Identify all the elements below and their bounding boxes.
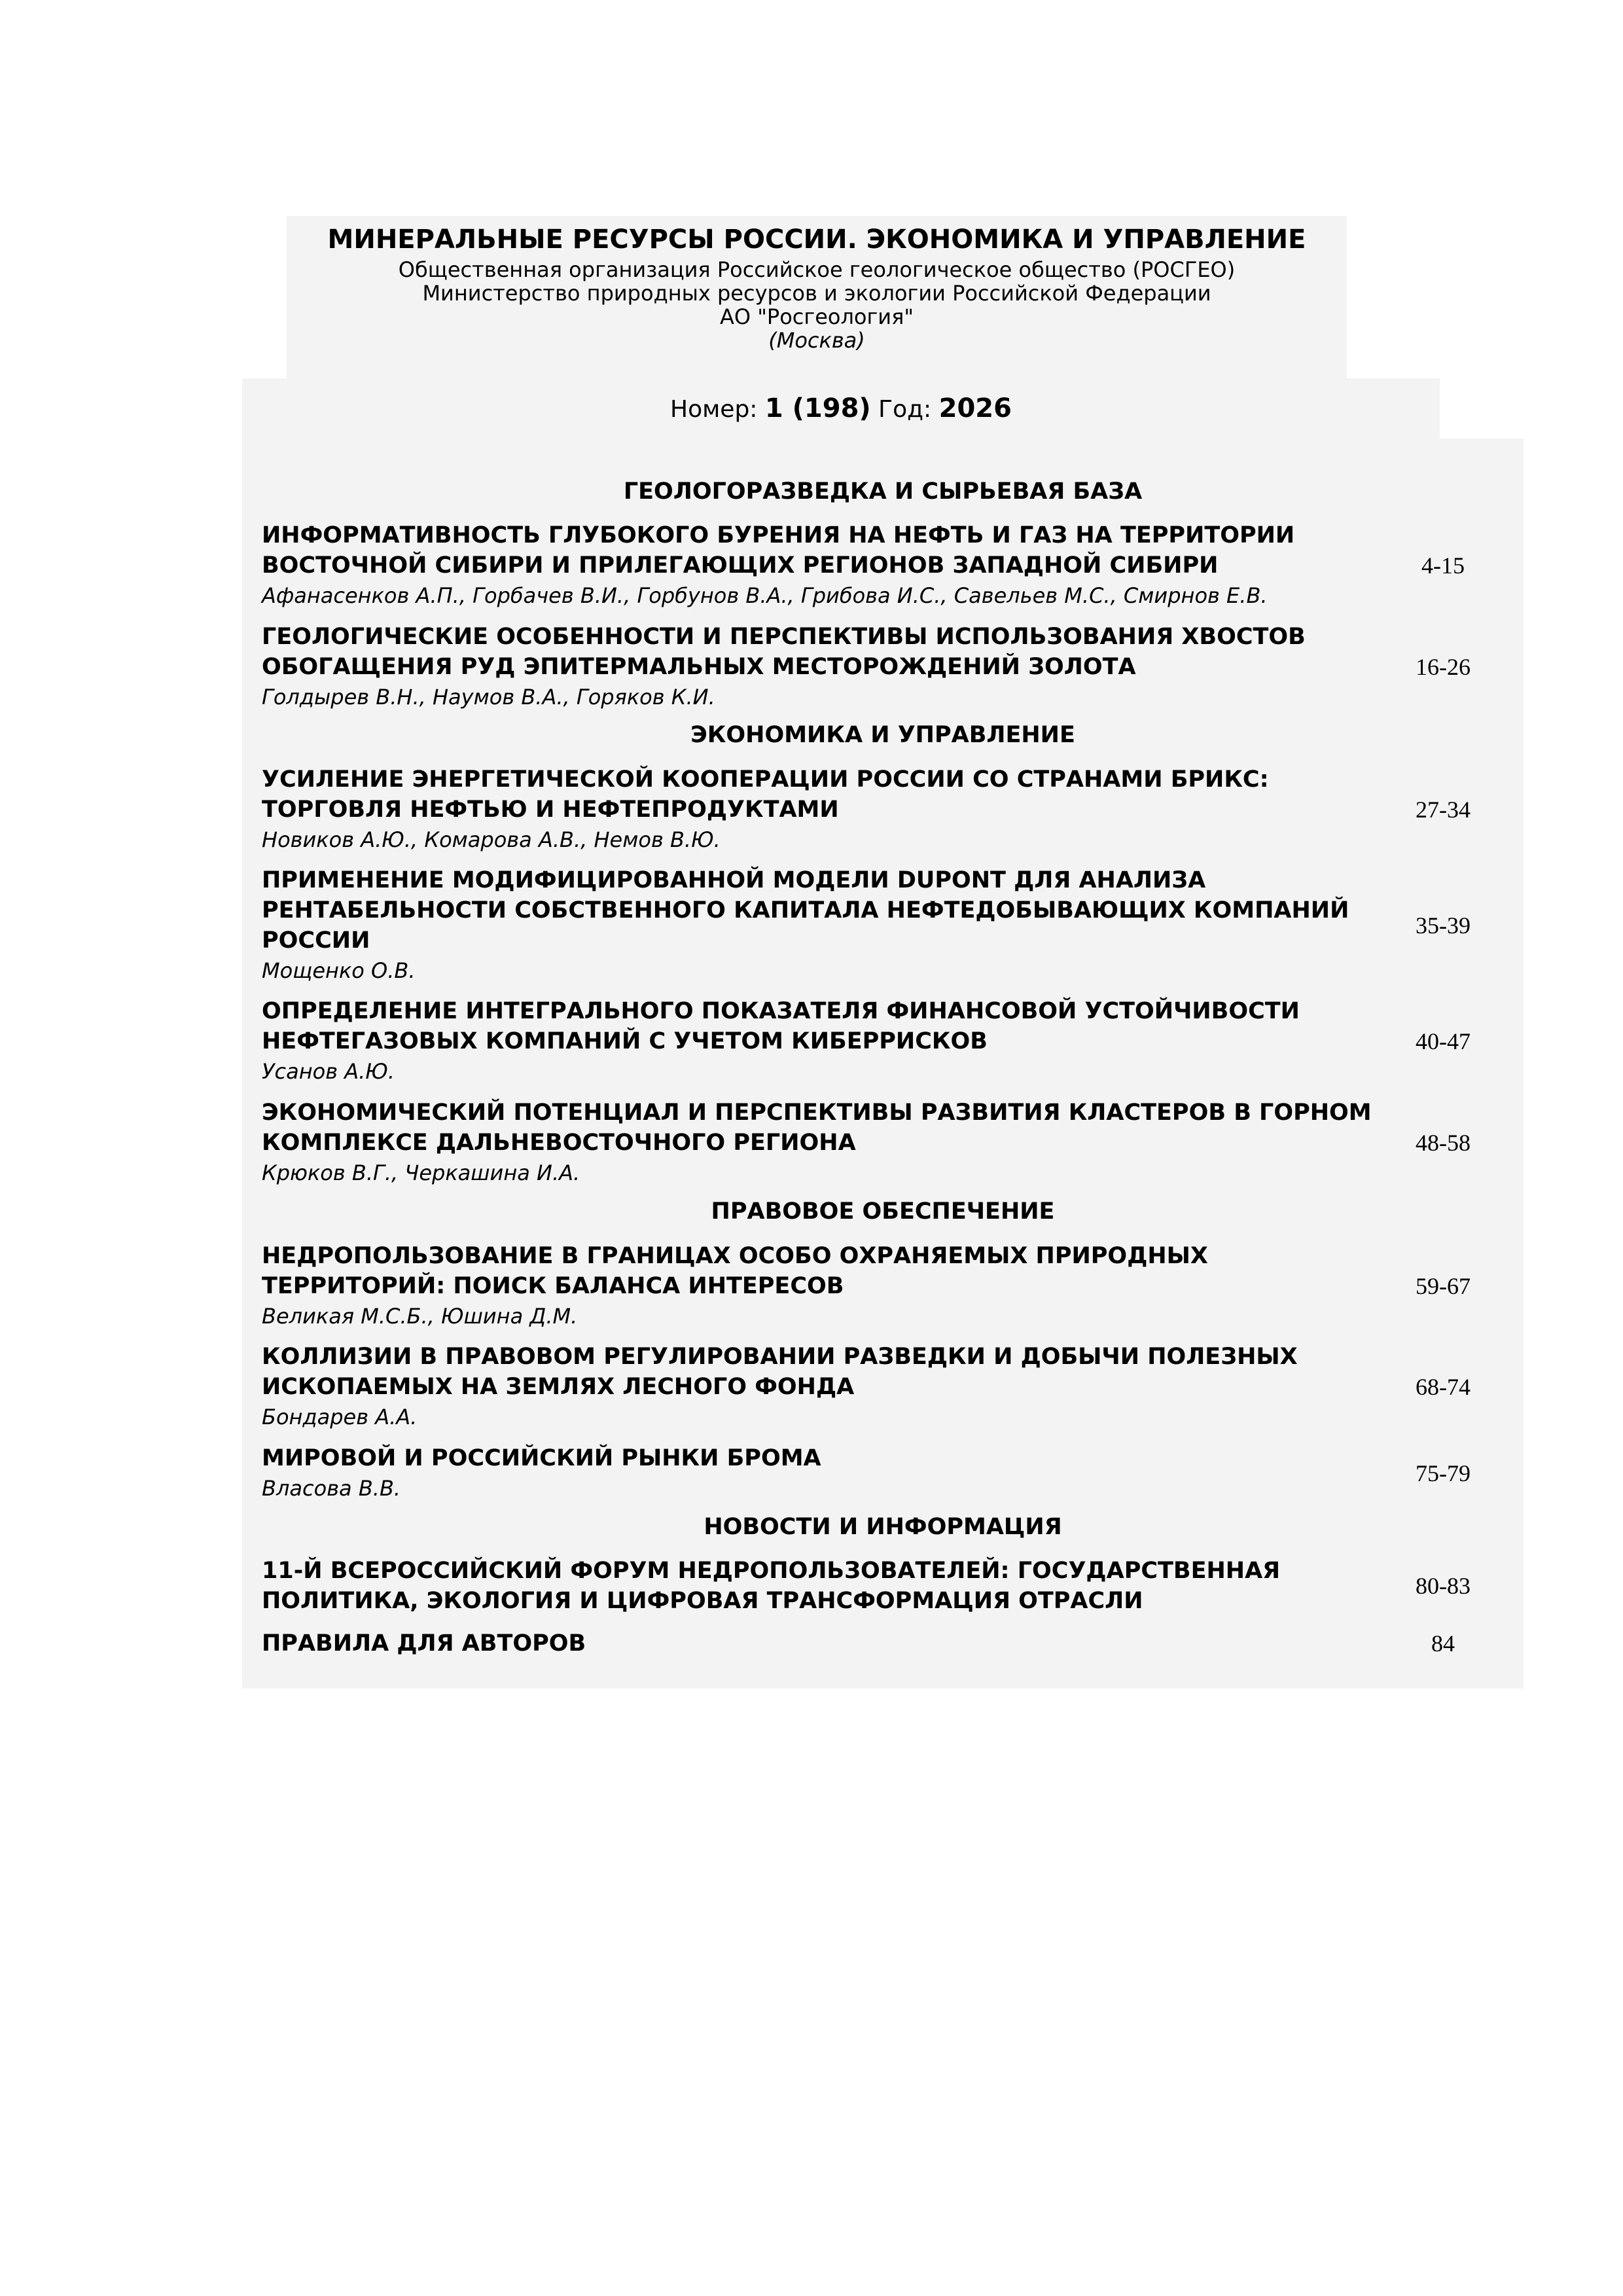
article-pages: 4-15 <box>1421 552 1465 579</box>
article-authors: Мощенко О.В. <box>262 958 416 983</box>
article-title-line: НЕФТЕГАЗОВЫХ КОМПАНИЙ С УЧЕТОМ КИБЕРРИСКОВ <box>262 1028 988 1054</box>
article-pages: 48-58 <box>1416 1130 1471 1156</box>
section-heading: ЭКОНОМИКА И УПРАВЛЕНИЕ <box>690 722 1075 748</box>
article-authors: Голдырев В.Н., Наумов В.А., Горяков К.И. <box>262 685 715 709</box>
journal-city: (Москва) <box>768 328 865 353</box>
toc-entry[interactable] <box>262 1098 1505 1188</box>
article-title-line: ТОРГОВЛЯ НЕФТЬЮ И НЕФТЕПРОДУКТАМИ <box>262 797 839 823</box>
article-authors: Новиков А.Ю., Комарова А.В., Немов В.Ю. <box>262 827 721 852</box>
article-title-line: РЕНТАБЕЛЬНОСТИ СОБСТВЕННОГО КАПИТАЛА НЕФТЕДОБЫВАЮЩИХ КОМПАНИЙ <box>262 897 1349 924</box>
article-pages: 35-39 <box>1416 912 1471 939</box>
article-authors: Власова В.В. <box>262 1476 401 1501</box>
article-title-line: ОБОГАЩЕНИЯ РУД ЭПИТЕРМАЛЬНЫХ МЕСТОРОЖДЕНИЙ ЗОЛОТА <box>262 654 1136 680</box>
article-title-line: ОПРЕДЕЛЕНИЕ ИНТЕГРАЛЬНОГО ПОКАЗАТЕЛЯ ФИНАНСОВОЙ УСТОЙЧИВОСТИ <box>262 998 1300 1024</box>
toc-entry[interactable] <box>262 1556 1505 1616</box>
section-heading: НОВОСТИ И ИНФОРМАЦИЯ <box>704 1514 1062 1540</box>
toc-entry[interactable] <box>262 1628 1505 1659</box>
article-title-line: 11-Й ВСЕРОССИЙСКИЙ ФОРУМ НЕДРОПОЛЬЗОВАТЕЛЕЙ: ГОСУДАРСТВЕННАЯ <box>262 1558 1281 1584</box>
article-pages: 27-34 <box>1416 797 1471 823</box>
article-authors: Крюков В.Г., Черкашина И.А. <box>262 1160 580 1185</box>
issue-info <box>242 378 1440 439</box>
toc-entry[interactable] <box>262 520 1505 611</box>
article-authors: Бондарев А.А. <box>262 1405 418 1429</box>
article-title-line: ТЕРРИТОРИЙ: ПОИСК БАЛАНСА ИНТЕРЕСОВ <box>262 1273 844 1299</box>
article-title-line: ИНФОРМАТИВНОСТЬ ГЛУБОКОГО БУРЕНИЯ НА НЕФТЬ И ГАЗ НА ТЕРРИТОРИИ <box>262 522 1295 548</box>
section-heading: ГЕОЛОГОРАЗВЕДКА И СЫРЬЕВАЯ БАЗА <box>623 478 1143 505</box>
article-title-line: КОМПЛЕКСЕ ДАЛЬНЕВОСТОЧНОГО РЕГИОНА <box>262 1130 856 1156</box>
article-pages: 68-74 <box>1416 1374 1471 1400</box>
article-title-line: РОССИИ <box>262 927 370 954</box>
article-authors: Великая М.С.Б., Юшина Д.М. <box>262 1304 578 1329</box>
issue-year: 2026 <box>938 393 1012 423</box>
toc-entry[interactable] <box>262 1443 1505 1503</box>
issue-number-label: Номер: <box>670 396 758 423</box>
journal-title: МИНЕРАЛЬНЫЕ РЕСУРСЫ РОССИИ. ЭКОНОМИКА И УПРАВЛЕНИЕ <box>327 224 1306 255</box>
publisher-line: АО "Росгеология" <box>719 304 914 329</box>
article-pages: 80-83 <box>1416 1573 1471 1599</box>
article-title-line: ЭКОНОМИЧЕСКИЙ ПОТЕНЦИАЛ И ПЕРСПЕКТИВЫ РАЗВИТИЯ КЛАСТЕРОВ В ГОРНОМ <box>262 1100 1372 1126</box>
section-heading: ПРАВОВОЕ ОБЕСПЕЧЕНИЕ <box>711 1198 1055 1225</box>
article-title-line: МИРОВОЙ И РОССИЙСКИЙ РЫНКИ БРОМА <box>262 1445 821 1471</box>
article-title-line: ПРАВИЛА ДЛЯ АВТОРОВ <box>262 1630 586 1657</box>
toc-entry[interactable] <box>262 865 1505 986</box>
article-authors: Усанов А.Ю. <box>262 1059 395 1084</box>
article-pages: 40-47 <box>1416 1028 1471 1054</box>
article-title-line: НЕДРОПОЛЬЗОВАНИЕ В ГРАНИЦАХ ОСОБО ОХРАНЯЕМЫХ ПРИРОДНЫХ <box>262 1243 1208 1269</box>
toc-entry[interactable] <box>262 996 1505 1086</box>
toc-entry[interactable] <box>262 1241 1505 1331</box>
article-authors: Афанасенков А.П., Горбачев В.И., Горбунов В.А., Грибова И.С., Савельев М.С., Смирнов Е.В. <box>262 583 1268 608</box>
article-pages: 59-67 <box>1416 1273 1471 1299</box>
article-pages: 16-26 <box>1416 654 1471 680</box>
article-title-line: ВОСТОЧНОЙ СИБИРИ И ПРИЛЕГАЮЩИХ РЕГИОНОВ ЗАПАДНОЙ СИБИРИ <box>262 552 1219 579</box>
toc-entry[interactable] <box>262 622 1505 712</box>
article-pages: 75-79 <box>1416 1460 1471 1486</box>
article-title-line: ПОЛИТИКА, ЭКОЛОГИЯ И ЦИФРОВАЯ ТРАНСФОРМАЦИЯ ОТРАСЛИ <box>262 1588 1143 1614</box>
publisher-line: Общественная организация Российское геологическое общество (РОСГЕО) <box>398 257 1236 282</box>
table-of-contents <box>242 439 1524 1689</box>
article-title-line: ИСКОПАЕМЫХ НА ЗЕМЛЯХ ЛЕСНОГО ФОНДА <box>262 1374 855 1400</box>
issue-number: 1 (198) <box>764 393 871 423</box>
article-title-line: ГЕОЛОГИЧЕСКИЕ ОСОБЕННОСТИ И ПЕРСПЕКТИВЫ ИСПОЛЬЗОВАНИЯ ХВОСТОВ <box>262 624 1306 650</box>
publisher-line: Министерство природных ресурсов и экологии Российской Федерации <box>422 281 1211 306</box>
article-title-line: УСИЛЕНИЕ ЭНЕРГЕТИЧЕСКОЙ КООПЕРАЦИИ РОССИИ СО СТРАНАМИ БРИКС: <box>262 766 1269 793</box>
article-pages: 84 <box>1431 1630 1455 1657</box>
toc-entry[interactable] <box>262 1342 1505 1432</box>
issue-year-label: Год: <box>878 396 932 423</box>
article-title-line: ПРИМЕНЕНИЕ МОДИФИЦИРОВАННОЙ МОДЕЛИ DUPONT ДЛЯ АНАЛИЗА <box>262 867 1206 893</box>
toc-entry[interactable] <box>262 764 1505 855</box>
article-title-line: КОЛЛИЗИИ В ПРАВОВОМ РЕГУЛИРОВАНИИ РАЗВЕДКИ И ДОБЫЧИ ПОЛЕЗНЫХ <box>262 1344 1298 1370</box>
journal-header <box>287 216 1347 378</box>
